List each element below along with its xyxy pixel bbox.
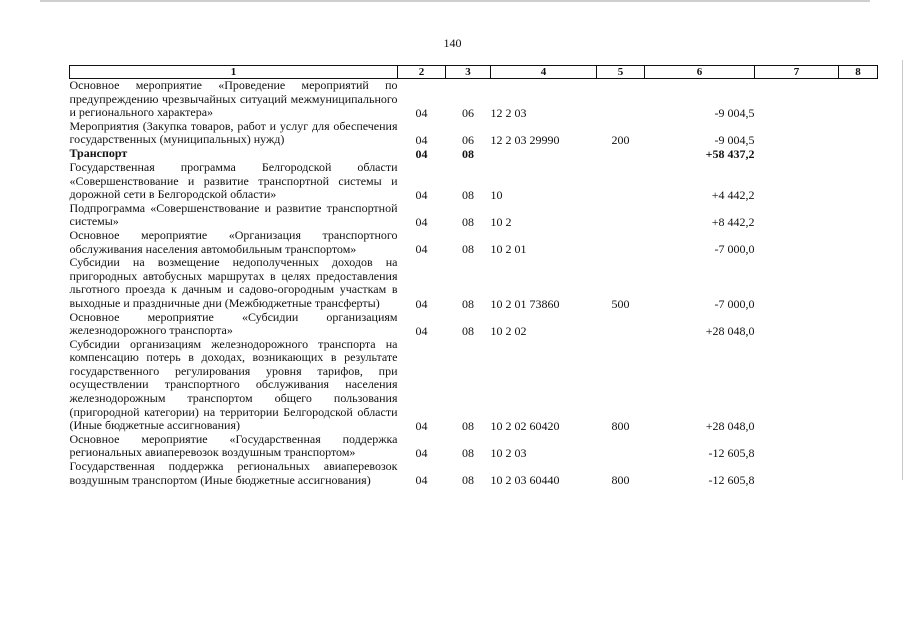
row-expense-type: 800 [611, 473, 630, 488]
scan-edge-right [902, 60, 903, 480]
row-subsection: 08 [462, 242, 474, 257]
row-description: Основное мероприятие «Проведение мероприятий по предупреждению чрезвычайных ситуаций межмуниципального и регионального характера» [69, 78, 398, 120]
column-header-8: 8 [839, 66, 878, 79]
row-target-code: 10 2 [490, 214, 512, 229]
row-subsection: 08 [462, 323, 474, 338]
row-target-code: 12 2 03 29990 [490, 132, 560, 147]
row-subsection: 08 [462, 187, 474, 202]
row-expense-type [597, 202, 645, 229]
row-section: 04 [415, 242, 428, 257]
row-section: 04 [415, 296, 428, 311]
row-subsection: 08 [462, 214, 474, 229]
table-row [70, 147, 878, 161]
row-subsection: 08 [462, 296, 474, 311]
row-amount: -12 605,8 [708, 446, 755, 461]
row-amount: -7 000,0 [714, 296, 755, 311]
row-subsection: 08 [462, 146, 474, 161]
row-section: 04 [415, 187, 428, 202]
column-header-2: 2 [398, 66, 446, 79]
row-description: Основное мероприятие «Организация транспортного обслуживания населения автомобильным транспортом» [69, 227, 398, 256]
header-row [70, 66, 878, 79]
row-target-code: 12 2 03 [490, 105, 527, 120]
table-row [70, 161, 878, 202]
row-expense-type [597, 311, 645, 338]
row-section: 04 [415, 323, 428, 338]
row-description: Субсидии на возмещение недополученных доходов на пригородных автобусных маршрутах в целях предоставления льготного проезда к дачным и садово-огородным участкам в выходные и праздничные дни (Межбюджетные трансферты) [69, 255, 398, 310]
row-expense-type [597, 161, 645, 202]
column-header-3: 3 [446, 66, 491, 79]
row-target-code [491, 147, 597, 161]
row-description: Государственная программа Белгородской области «Совершенствование и развитие транспортной системы и дорожной сети в Белгородской области» [69, 159, 398, 202]
table-row [70, 202, 878, 229]
row-description: Транспорт [69, 146, 128, 161]
row-section: 04 [415, 132, 428, 147]
row-expense-type [597, 147, 645, 161]
row-amount: +8 442,2 [711, 214, 755, 229]
row-target-code: 10 [490, 187, 503, 202]
column-header-1: 1 [70, 66, 398, 79]
row-description: Основное мероприятие «Государственная поддержка региональных авиаперевозок воздушным транспортом» [69, 431, 398, 460]
row-target-code: 10 2 01 73860 [490, 296, 560, 311]
column-header-7: 7 [755, 66, 839, 79]
table-row [70, 120, 878, 147]
table-row [70, 229, 878, 256]
row-section: 04 [415, 446, 428, 461]
row-amount: +28 048,0 [705, 323, 755, 338]
row-target-code: 10 2 03 [490, 446, 527, 461]
row-subsection: 06 [462, 105, 474, 120]
table-row [70, 256, 878, 310]
column-header-4: 4 [491, 66, 597, 79]
row-subsection: 08 [462, 418, 474, 433]
row-description: Подпрограмма «Совершенствование и развитие транспортной системы» [69, 200, 398, 229]
row-amount: -12 605,8 [708, 473, 755, 488]
page-number: 140 [443, 36, 462, 50]
row-expense-type: 500 [611, 296, 630, 311]
row-target-code: 10 2 01 [490, 242, 527, 257]
row-section: 04 [415, 418, 428, 433]
row-amount: -7 000,0 [714, 242, 755, 257]
row-description: Основное мероприятие «Субсидии организациям железнодорожного транспорта» [69, 309, 398, 338]
table-row [70, 311, 878, 338]
row-expense-type: 200 [611, 132, 630, 147]
row-subsection: 08 [462, 446, 474, 461]
row-section: 04 [415, 473, 428, 488]
row-amount: +4 442,2 [711, 187, 755, 202]
row-description: Государственная поддержка региональных авиаперевозок воздушным транспортом (Иные бюджетные ассигнования) [69, 459, 398, 487]
row-target-code: 10 2 03 60440 [490, 473, 560, 488]
row-expense-type [597, 433, 645, 460]
row-target-code: 10 2 02 60420 [490, 418, 560, 433]
row-expense-type [597, 229, 645, 256]
row-subsection: 08 [462, 473, 474, 488]
row-amount: -9 004,5 [714, 105, 755, 120]
budget-table [69, 65, 878, 487]
column-header-6: 6 [645, 66, 755, 79]
row-section: 04 [415, 146, 428, 161]
column-header-5: 5 [597, 66, 645, 79]
row-description: Мероприятия (Закупка товаров, работ и услуг для обеспечения государственных (муниципальных) нужд) [69, 118, 398, 147]
row-expense-type [597, 79, 645, 120]
row-section: 04 [415, 214, 428, 229]
row-description: Субсидии организациям железнодорожного транспорта на компенсацию потерь в доходах, возникающих в результате государственного регулирования уровня тарифов, при осуществлении транспортного обслуживания населения железнодорожным транспортом общего пользования (пригородной категории) на территории Белгородской области (Иные бюджетные ассигнования) [69, 336, 398, 433]
table-row [70, 79, 878, 120]
row-expense-type: 800 [611, 418, 630, 433]
row-amount: -9 004,5 [714, 132, 755, 147]
row-section: 04 [415, 105, 428, 120]
row-subsection: 06 [462, 132, 474, 147]
scan-edge-top [40, 0, 870, 2]
row-amount: +28 048,0 [705, 418, 755, 433]
table-row [70, 460, 878, 487]
row-amount: +58 437,2 [705, 146, 755, 161]
table-row [70, 433, 878, 460]
table-row [70, 338, 878, 433]
row-target-code: 10 2 02 [490, 323, 527, 338]
